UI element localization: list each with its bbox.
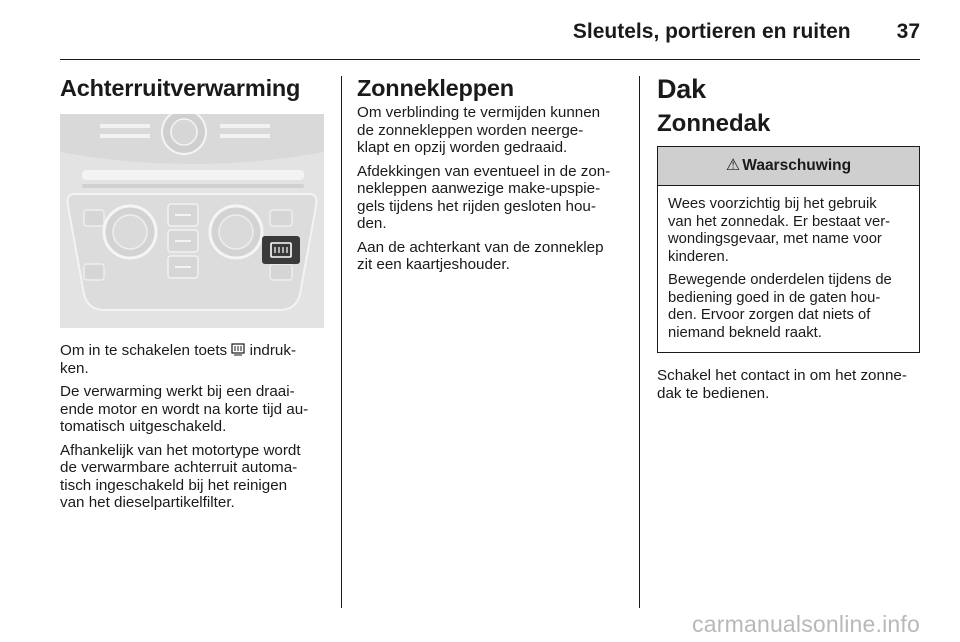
running-header (60, 18, 920, 46)
climate-control-panel-figure (60, 114, 324, 328)
warning-paragraph-moving-parts: Bewegende onderdelen tijdens de bediening goed in de gaten hou- den. Ervoor zorgen dat niets of niemand bekneld raakt. (668, 272, 892, 341)
chapter-title: Sleutels, portieren en ruiten (572, 20, 851, 43)
page-number: 37 (896, 20, 920, 43)
rear-window-heater-icon (231, 343, 245, 356)
column-sun-visors (357, 72, 622, 280)
column-divider-right (639, 76, 640, 608)
watermark: carmanualsonline.info (692, 611, 920, 637)
column-rear-window-heater (60, 72, 326, 518)
subheading-sunroof: Zonnedak (657, 110, 771, 137)
warning-triangle-icon: ⚠ (725, 157, 741, 174)
paragraph-sun-visor-use: Om verblinding te vermijden kunnen de zonnekleppen worden neerge- klapt en opzij worden gedraaid. (357, 104, 601, 156)
paragraph-vanity-mirror: Afdekkingen van eventueel in de zon- nekleppen aanwezige make-upspie- gels tijdens het rijden gesloten hou- den. (357, 162, 611, 232)
paragraph-diesel-filter: Afhankelijk van het motortype wordt de verwarmbare achterruit automa- tisch ingeschakeld bij het reinigen van het dieselpartikelfilter. (60, 441, 301, 511)
section-heading-rear-window-heater: Achterruitverwarming (60, 75, 301, 101)
rear-window-heater-button (262, 236, 300, 264)
paragraph-ignition: Schakel het contact in om het zonne- dak te bedienen. (657, 367, 907, 402)
warning-box (657, 146, 920, 353)
section-heading-sun-visors: Zonnekleppen (357, 75, 514, 101)
column-divider-left (341, 76, 342, 608)
warning-title: Waarschuwing (742, 157, 852, 174)
warning-body (658, 186, 919, 352)
column-roof (657, 72, 920, 408)
climate-panel-illustration (60, 114, 324, 328)
warning-paragraph-caution: Wees voorzichtig bij het gebruik van het zonnedak. Er bestaat ver- wondingsgevaar, met name voor kinderen. (668, 196, 891, 265)
section-heading-roof: Dak (657, 74, 706, 104)
paragraph-heater-operation: De verwarming werkt bij een draai- ende motor en wordt na korte tijd au- tomatisch uitgeschakeld. (60, 383, 309, 435)
paragraph-instruction: Om in te schakelen toets indruk- ken. (60, 342, 297, 377)
header-rule (60, 59, 920, 60)
paragraph-ticket-holder: Aan de achterkant van de zonneklep zit een kaartjeshouder. (357, 238, 604, 273)
warning-header (658, 147, 919, 186)
